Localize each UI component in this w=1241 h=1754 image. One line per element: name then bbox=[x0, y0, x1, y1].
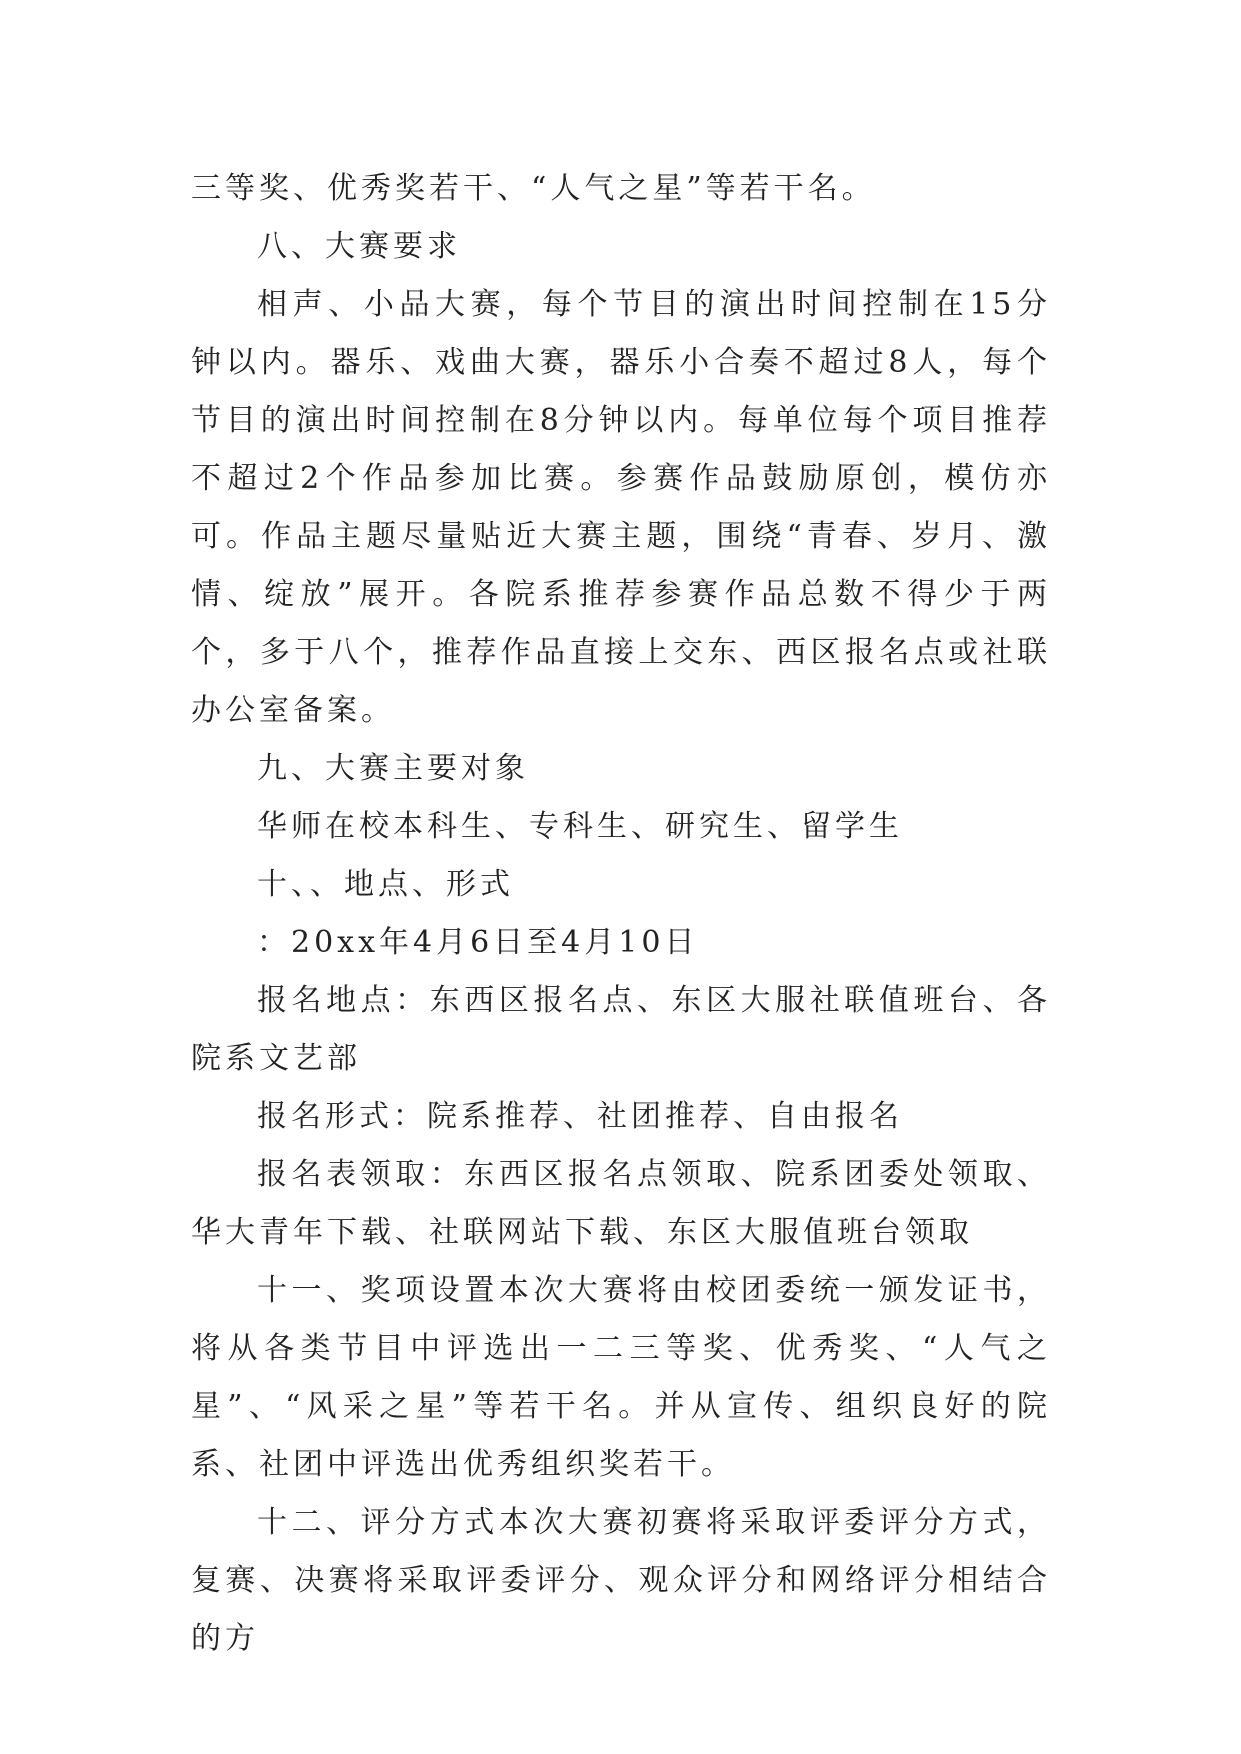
document-body bbox=[191, 160, 1051, 1668]
paragraph: ：20xx年4月6日至4月10日 bbox=[257, 925, 699, 960]
paragraph: 报名形式：院系推荐、社团推荐、自由报名 bbox=[257, 1099, 903, 1134]
paragraph: 相声、小品大赛，每个节目的演出时间控制在15分钟以内。器乐、戏曲大赛，器乐小合奏不超过8人，每个节目的演出时间控制在8分钟以内。每单位每个项目推荐不超过2个作品参加比赛。参赛作品鼓励原创，模仿亦可。作品主题尽量贴近大赛主题，围绕“青春、岁月、激情、绽放”展开。各院系推荐参赛作品总数不得少于两个，多于八个，推荐作品直接上交东、西区报名点或社联办公室备案。 bbox=[191, 287, 1051, 728]
section-heading: 十、、地点、形式 bbox=[257, 867, 514, 902]
paragraph: 华师在校本科生、专科生、研究生、留学生 bbox=[257, 809, 903, 844]
paragraph: 十一、奖项设置本次大赛将由校团委统一颁发证书，将从各类节目中评选出一二三等奖、优秀奖、“人气之星”、“风采之星”等若干名。并从宣传、组织良好的院系、社团中评选出优秀组织奖若干。 bbox=[191, 1273, 1051, 1482]
paragraph: 报名地点：东西区报名点、东区大服社联值班台、各院系文艺部 bbox=[191, 983, 1051, 1076]
paragraph: 报名表领取：东西区报名点领取、院系团委处领取、华大青年下载、社联网站下载、东区大服值班台领取 bbox=[191, 1157, 1051, 1250]
paragraph: 三等奖、优秀奖若干、“人气之星”等若干名。 bbox=[191, 171, 876, 206]
section-heading: 八、大赛要求 bbox=[257, 229, 461, 264]
section-heading: 九、大赛主要对象 bbox=[257, 751, 529, 786]
paragraph: 十二、评分方式本次大赛初赛将采取评委评分方式，复赛、决赛将采取评委评分、观众评分和网络评分相结合的方 bbox=[191, 1505, 1051, 1656]
